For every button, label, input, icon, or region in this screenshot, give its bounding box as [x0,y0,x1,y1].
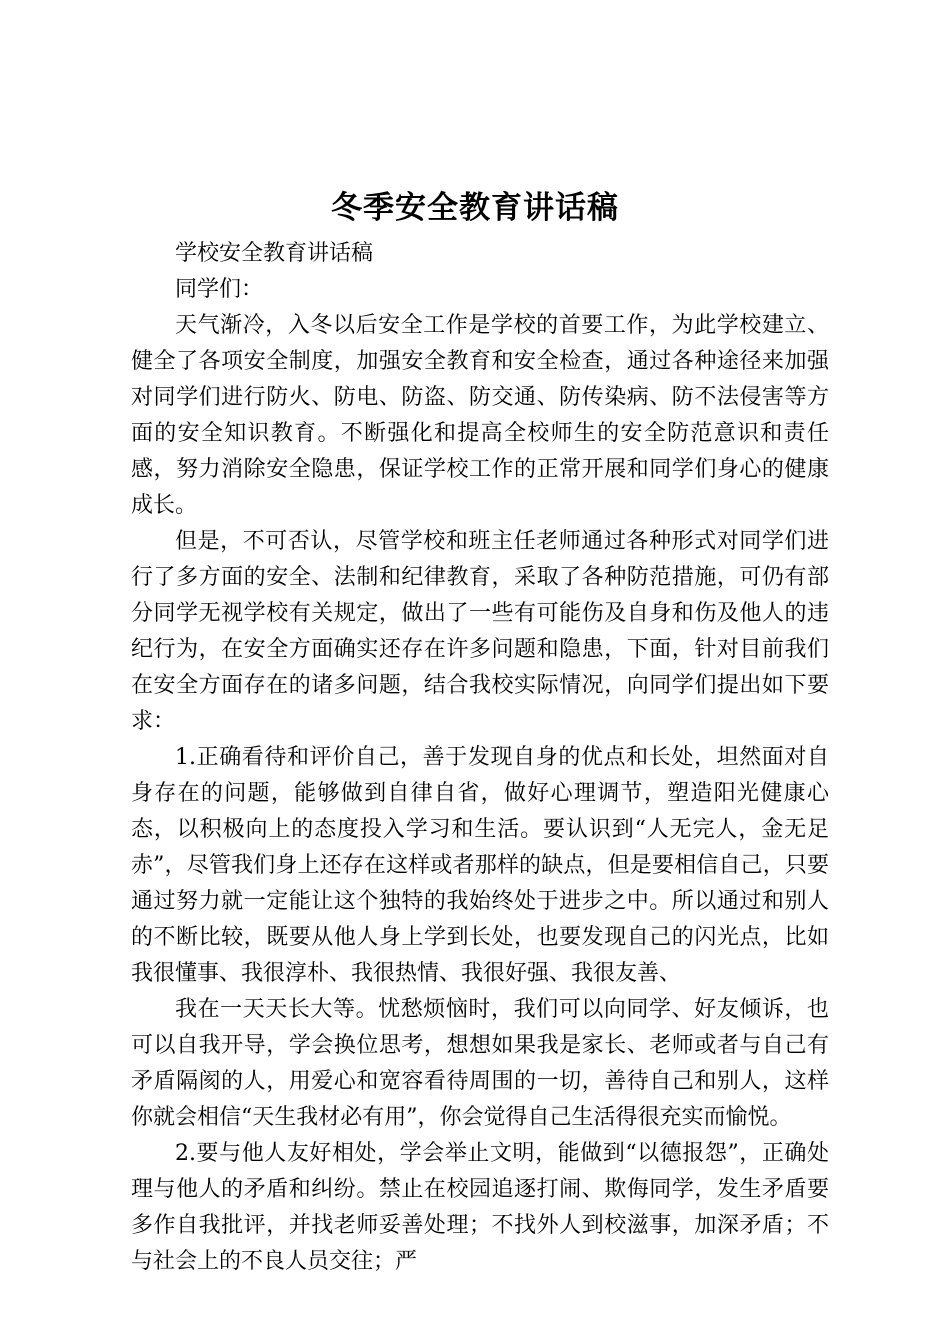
document-title: 冬季安全教育讲话稿 [331,190,619,226]
paragraph: 1.正确看待和评价自己，善于发现自身的优点和长处，坦然面对自身存在的问题，能够做到自律自省，做好心理调节，塑造阳光健康心态，以积极向上的态度投入学习和生活。要认识到“人无完人，金无足赤”，尽管我们身上还存在这样或者那样的缺点，但是要相信自己，只要通过努力就一定能让这个独特的我始终处于进步之中。所以通过和别人的不断比较，既要从他人身上学到长处，也要发现自己的闪光点，比如我很懂事、我很淳朴、我很热情、我很好强、我很友善、 [131,745,829,986]
paragraph: 我在一天天长大等。忧愁烦恼时，我们可以向同学、好友倾诉，也可以自我开导，学会换位思考，想想如果我是家长、老师或者与自己有矛盾隔阂的人，用爱心和宽容看待周围的一切，善待自己和别人，这样你就会相信“天生我材必有用”，你会觉得自己生活得很充实而愉悦。 [131,997,829,1130]
paragraph-subtitle: 学校安全教育讲话稿 [175,241,374,266]
paragraph: 但是，不可否认，尽管学校和班主任老师通过各种形式对同学们进行了多方面的安全、法制和纪律教育，采取了各种防范措施，可仍有部分同学无视学校有关规定，做出了一些有可能伤及自身和伤及他人的违纪行为，在安全方面确实还存在许多问题和隐患，下面，针对目前我们在安全方面存在的诸多问题，结合我校实际情况，向同学们提出如下要求： [131,529,829,734]
paragraph: 天气渐冷，入冬以后安全工作是学校的首要工作，为此学校建立、健全了各项安全制度，加强安全教育和安全检查，通过各种途径来加强对同学们进行防火、防电、防盗、防交通、防传染病、防不法侵害等方面的安全知识教育。不断强化和提高全校师生的安全防范意识和责任感，努力消除安全隐患，保证学校工作的正常开展和同学们身心的健康成长。 [131,313,829,518]
document-body [131,236,829,1280]
paragraph-salutation: 同学们： [175,277,264,302]
paragraph: 2.要与他人友好相处，学会举止文明，能做到“以德报怨”，正确处理与他人的矛盾和纠纷。禁止在校园追逐打闹、欺侮同学，发生矛盾要多作自我批评，并找老师妥善处理；不找外人到校滋事，加深矛盾；不与社会上的不良人员交往；严 [131,1141,829,1274]
